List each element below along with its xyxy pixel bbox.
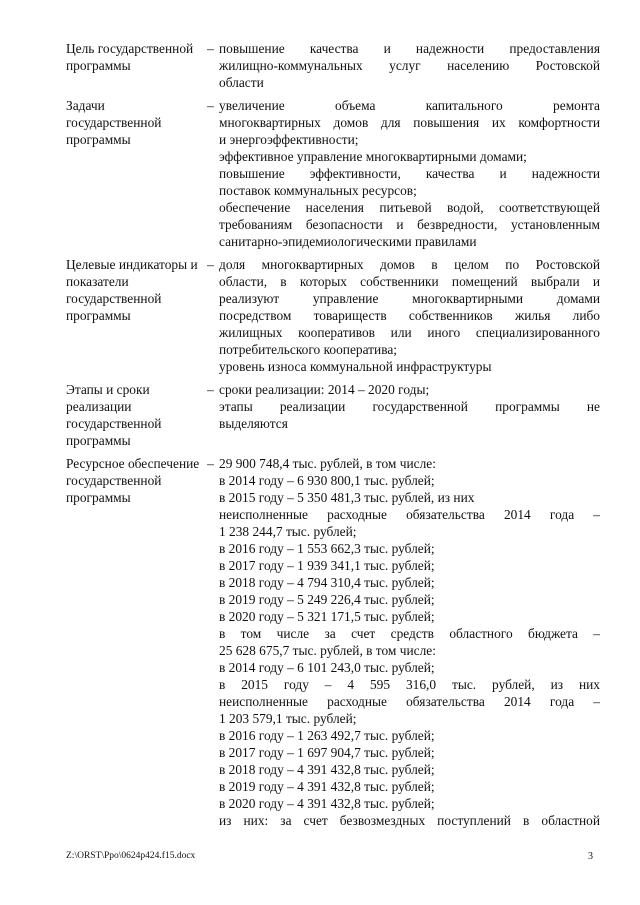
row-dash: – — [207, 456, 214, 471]
desc-line: в 2014 году – 6 101 243,0 тыс. рублей; — [219, 660, 435, 675]
row-description — [219, 40, 600, 91]
desc-line: повышение качества и надежности предоставления — [219, 41, 600, 56]
desc-line: уровень износа коммунальной инфраструктуры — [219, 359, 492, 374]
row-label: Цель государственной программы — [66, 41, 194, 73]
desc-line: области, в которых собственники помещений выбрали и — [219, 274, 600, 289]
desc-line: реализуют управление многоквартирными домами — [219, 291, 600, 306]
row-description — [219, 455, 600, 829]
row-dash: – — [207, 98, 214, 113]
footer-file-path: Z:\ORST\Ppo\0624p424.f15.docx — [66, 851, 196, 861]
desc-line: в 2020 году – 5 321 171,5 тыс. рублей; — [219, 609, 435, 624]
row-label: Целевые индикаторы и показатели государственной программы — [66, 257, 198, 323]
desc-line: доля многоквартирных домов в целом по Ростовской — [219, 257, 600, 272]
desc-line: в 2016 году – 1 263 492,7 тыс. рублей; — [219, 728, 435, 743]
desc-line: 1 203 579,1 тыс. рублей; — [219, 711, 357, 726]
desc-line: эффективное управление многоквартирными домами; — [219, 149, 527, 164]
desc-line: неисполненные расходные обязательства 2014 года – — [219, 507, 600, 522]
desc-line: в 2019 году – 4 391 432,8 тыс. рублей; — [219, 779, 435, 794]
row-label: Этапы и сроки реализации государственной программы — [66, 382, 162, 448]
desc-line: в 2015 году – 4 595 316,0 тыс. рублей, из них — [219, 677, 600, 692]
desc-line: неисполненные расходные обязательства 2014 года – — [219, 694, 600, 709]
desc-line: повышение эффективности, качества и надежности — [219, 166, 600, 181]
desc-line: в 2018 году – 4 794 310,4 тыс. рублей; — [219, 575, 435, 590]
desc-line: и энергоэффективности; — [219, 132, 359, 147]
passport-table — [66, 40, 600, 829]
row-dash: – — [207, 257, 214, 272]
desc-line: 29 900 748,4 тыс. рублей, в том числе: — [219, 456, 436, 471]
row-description — [219, 381, 600, 449]
desc-line: поставок коммунальных ресурсов; — [219, 183, 417, 198]
desc-line: выделяются — [219, 416, 288, 431]
row-label: Ресурсное обеспечение государственной программы — [66, 456, 200, 505]
desc-line: в 2017 году – 1 697 904,7 тыс. рублей; — [219, 745, 435, 760]
desc-line: потребительского кооператива; — [219, 342, 398, 357]
desc-line: этапы реализации государственной программы не — [219, 399, 600, 414]
page-number: 3 — [588, 851, 593, 862]
desc-line: 25 628 675,7 тыс. рублей, в том числе: — [219, 643, 436, 658]
desc-line: в 2019 году – 5 249 226,4 тыс. рублей; — [219, 592, 435, 607]
desc-line: в том числе за счет средств областного бюджета – — [219, 626, 600, 641]
row-dash: – — [207, 41, 214, 56]
desc-line: увеличение объема капитального ремонта — [219, 98, 600, 113]
desc-line: в 2020 году – 4 391 432,8 тыс. рублей; — [219, 796, 435, 811]
desc-line: в 2018 году – 4 391 432,8 тыс. рублей; — [219, 762, 435, 777]
desc-line: жилищных кооперативов или иного специализированного — [219, 325, 600, 340]
table-row-tasks — [66, 97, 600, 250]
desc-line: в 2017 году – 1 939 341,1 тыс. рублей; — [219, 558, 435, 573]
row-description — [219, 97, 600, 250]
desc-line: сроки реализации: 2014 – 2020 годы; — [219, 382, 430, 397]
desc-line: в 2014 году – 6 930 800,1 тыс. рублей; — [219, 473, 435, 488]
desc-line: посредством товариществ собственников жилья либо — [219, 308, 600, 323]
table-row-indicators — [66, 256, 600, 375]
desc-line: в 2016 году – 1 553 662,3 тыс. рублей; — [219, 541, 435, 556]
table-row-stages — [66, 381, 600, 449]
table-row-resources — [66, 455, 600, 829]
desc-line: санитарно-эпидемиологическими правилами — [219, 234, 477, 249]
desc-line: из них: за счет безвозмездных поступлений в областной — [219, 813, 600, 828]
row-dash: – — [207, 382, 214, 397]
table-row-goal — [66, 40, 600, 91]
row-label: Задачи государственной программы — [66, 98, 162, 147]
desc-line: в 2015 году – 5 350 481,3 тыс. рублей, из них — [219, 490, 475, 505]
desc-line: области — [219, 75, 264, 90]
desc-line: обеспечение населения питьевой водой, соответствующей — [219, 200, 600, 215]
row-description — [219, 256, 600, 375]
desc-line: требованиям безопасности и безвредности, установленным — [219, 217, 600, 232]
desc-line: многоквартирных домов для повышения их комфортности — [219, 115, 600, 130]
desc-line: 1 238 244,7 тыс. рублей; — [219, 524, 357, 539]
desc-line: жилищно-коммунальных услуг населению Ростовской — [219, 58, 600, 73]
